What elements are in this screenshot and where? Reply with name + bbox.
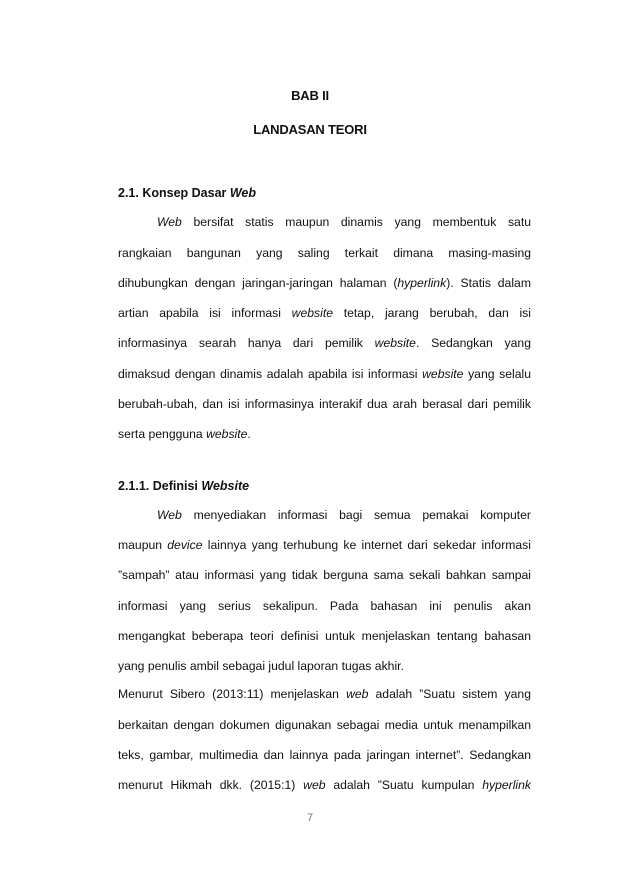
text-run: bersifat statis maupun dinamis yang membentuk satu: [181, 215, 531, 229]
text-run: maupun: [118, 538, 168, 552]
paragraph-line: [157, 214, 531, 230]
chapter-title: LANDASAN TEORI: [253, 122, 367, 137]
text-run: . Sedangkan yang: [415, 336, 531, 350]
paragraph-line: [118, 777, 531, 793]
text-run: adalah ”Suatu kumpulan: [325, 778, 483, 792]
paragraph-line: ”sampah” atau informasi yang tidak berguna sama sekali bahkan sampai: [118, 568, 531, 582]
paragraph-line: [157, 507, 531, 523]
italic-term: hyperlink: [482, 778, 531, 792]
paragraph-line: teks, gambar, multimedia dan lainnya pada jaringan internet”. Sedangkan: [118, 748, 531, 762]
paragraph-line: berkaitan dengan dokumen digunakan sebagai media untuk menampilkan: [118, 718, 531, 732]
text-run: dihubungkan dengan jaringan-jaringan halaman (: [118, 276, 398, 290]
text-run: yang selalu: [463, 367, 531, 381]
italic-term: web: [346, 687, 369, 701]
paragraph-line: mengangkat beberapa teori definisi untuk menjelaskan tentang bahasan: [118, 629, 531, 643]
paragraph-line: berubah-ubah, dan isi informasinya interakif dua arah berasal dari pemilik: [118, 397, 531, 411]
paragraph-line: informasi yang serius sekalipun. Pada bahasan ini penulis akan: [118, 599, 531, 613]
text-run: menyediakan informasi bagi semua pemakai komputer: [181, 508, 531, 522]
section-heading-2-1: [118, 186, 256, 200]
section-heading-2-1-1: [118, 479, 249, 493]
paragraph-line: [118, 275, 531, 291]
italic-term: Web: [157, 215, 182, 229]
text-run: artian apabila isi informasi: [118, 306, 292, 320]
text-run: ). Statis dalam: [446, 276, 531, 290]
italic-term: Web: [157, 508, 182, 522]
section-heading-text: 2.1.1. Definisi: [118, 479, 202, 493]
italic-term: device: [167, 538, 203, 552]
section-heading-text: 2.1. Konsep Dasar: [118, 186, 230, 200]
paragraph-line: [118, 426, 531, 442]
page-number: 7: [306, 812, 314, 824]
text-run: adalah ”Suatu sistem yang: [368, 687, 531, 701]
text-run: Menurut Sibero (2013:11) menjelaskan: [118, 687, 347, 701]
text-run: serta pengguna: [118, 427, 207, 441]
italic-term: web: [303, 778, 326, 792]
text-run: informasinya searah hanya dari pemilik: [118, 336, 375, 350]
italic-term: website: [206, 427, 248, 441]
paragraph-line: [118, 305, 531, 321]
text-run: menurut Hikmah dkk. (2015:1): [118, 778, 304, 792]
paragraph-line: [118, 366, 531, 382]
text-run: lainnya yang terhubung ke internet dari sekedar informasi: [202, 538, 531, 552]
italic-term: website: [374, 336, 416, 350]
paragraph-line: [118, 537, 531, 553]
paragraph-line: yang penulis ambil sebagai judul laporan tugas akhir.: [118, 659, 404, 673]
paragraph-line: rangkaian bangunan yang saling terkait dimana masing-masing: [118, 246, 531, 260]
text-run: tetap, jarang berubah, dan isi: [333, 306, 531, 320]
section-heading-italic: Website: [201, 479, 250, 493]
italic-term: website: [422, 367, 464, 381]
section-heading-italic: Web: [229, 186, 257, 200]
italic-term: hyperlink: [397, 276, 447, 290]
paragraph-line: [118, 686, 531, 702]
text-run: dimaksud dengan dinamis adalah apabila isi informasi: [118, 367, 423, 381]
paragraph-line: [118, 335, 531, 351]
text-run: .: [247, 427, 251, 441]
chapter-number: BAB II: [291, 88, 329, 103]
italic-term: website: [291, 306, 333, 320]
